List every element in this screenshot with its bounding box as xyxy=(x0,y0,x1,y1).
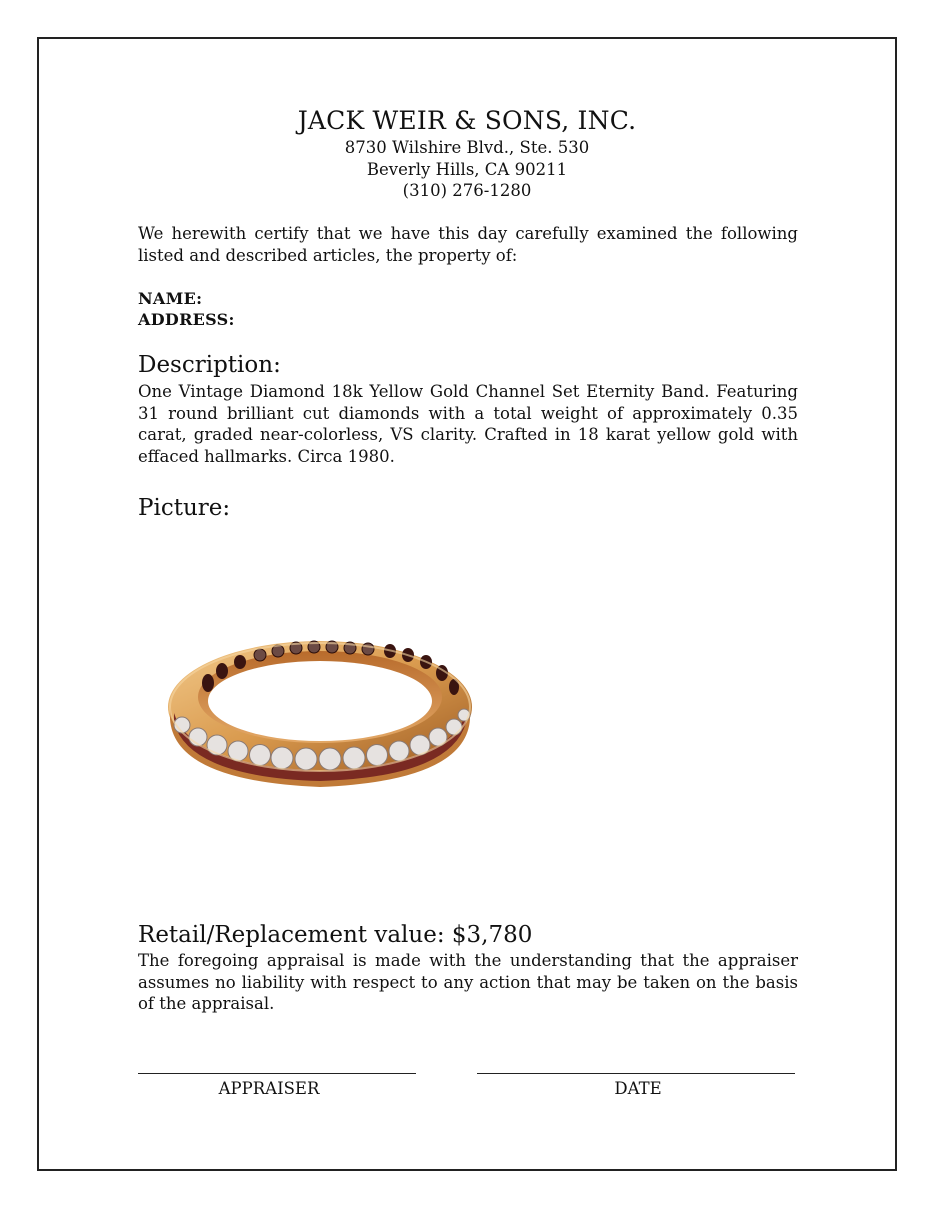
company-phone: (310) 276-1280 xyxy=(402,181,532,200)
description-heading: Description: xyxy=(138,352,281,378)
address-label: ADDRESS: xyxy=(138,310,235,329)
date-label: DATE xyxy=(614,1079,662,1098)
ring-image xyxy=(160,615,490,805)
company-address-line2: Beverly Hills, CA 90211 xyxy=(366,160,568,179)
company-name: JACK WEIR & SONS, INC. xyxy=(297,106,637,135)
certification-intro: We herewith certify that we have this day carefully examined the following listed and described articles, the property of: xyxy=(138,224,798,265)
appraiser-signature-line xyxy=(138,1073,416,1074)
name-label: NAME: xyxy=(138,289,203,308)
appraiser-label: APPRAISER xyxy=(218,1079,320,1098)
description-text: One Vintage Diamond 18k Yellow Gold Channel Set Eternity Band. Featuring 31 round brilliant cut diamonds with a total weight of approximately 0.35 carat, graded near-colorless, VS clarity. Crafted in 18 karat yellow gold with effaced hallmarks. Circa 1980. xyxy=(138,382,798,466)
picture-heading: Picture: xyxy=(138,495,231,521)
valuation-text: Retail/Replacement value: $3,780 xyxy=(138,922,533,948)
disclaimer-text: The foregoing appraisal is made with the understanding that the appraiser assumes no liability with respect to any action that may be taken on the basis of the appraisal. xyxy=(138,951,798,1013)
company-address-line1: 8730 Wilshire Blvd., Ste. 530 xyxy=(344,138,590,157)
date-signature-line xyxy=(477,1073,795,1074)
